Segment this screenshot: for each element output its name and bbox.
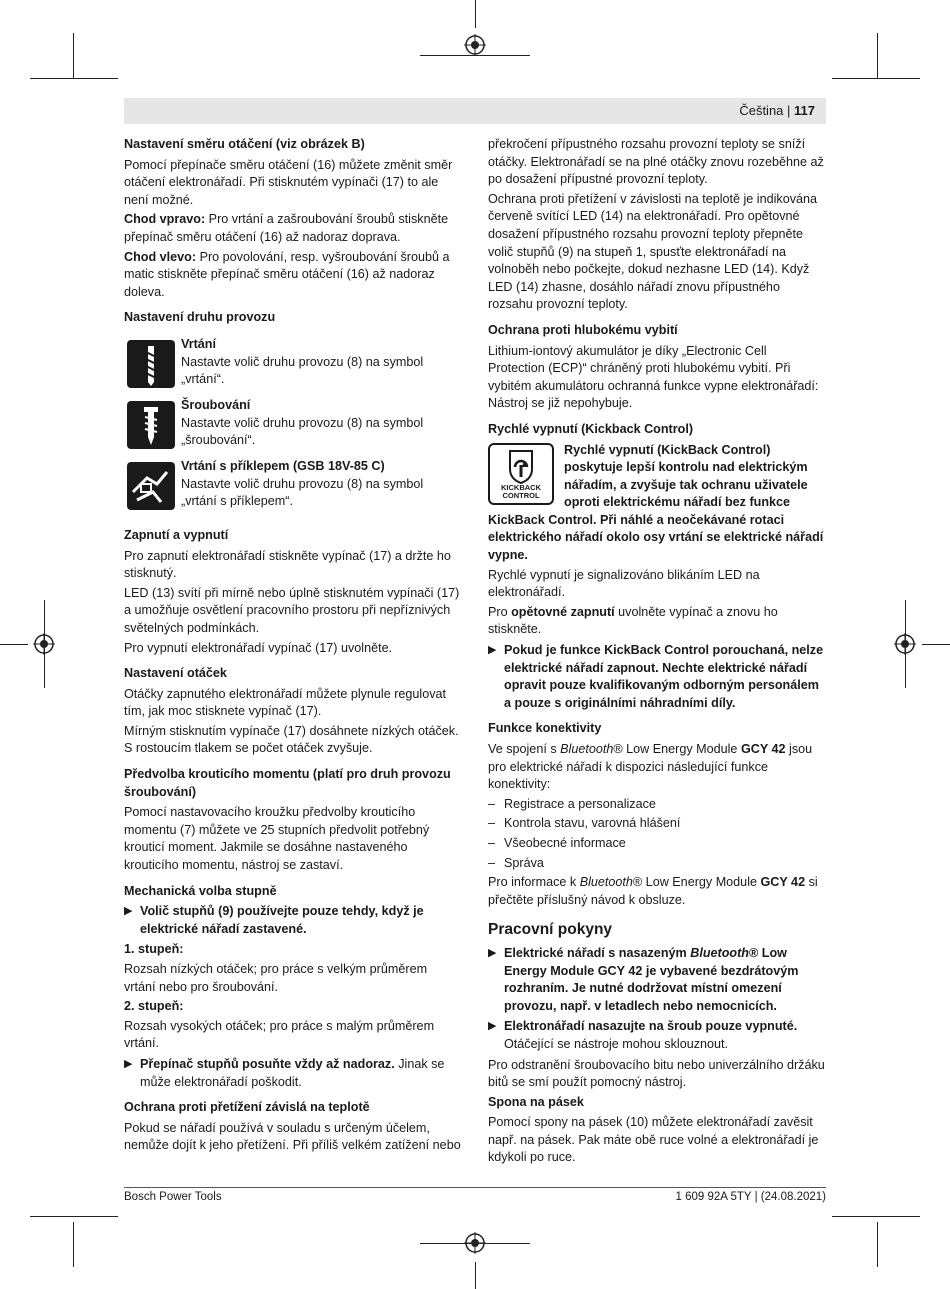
paragraph: Pro zapnutí elektronářadí stiskněte vypínač (17) a držte ho stisknutý. bbox=[124, 548, 451, 581]
paragraph bbox=[488, 741, 826, 794]
list-item-text: Kontrola stavu, varovná hlášení bbox=[504, 816, 681, 831]
mode-item bbox=[124, 336, 461, 397]
warning-text: Otáčející se nástroje mohou sklouznout. bbox=[504, 1036, 729, 1051]
bold-text: GCY 42 bbox=[760, 875, 806, 890]
mode-item bbox=[124, 397, 461, 458]
list-item: – Kontrola stavu, varovná hlášení bbox=[488, 815, 826, 833]
crop-mark bbox=[30, 1216, 118, 1217]
section-heading: Nastavení otáček bbox=[124, 666, 227, 681]
crop-mark bbox=[922, 644, 950, 645]
section-heading: Mechanická volba stupně bbox=[124, 883, 277, 898]
paragraph: Mírným stisknutím vypínače (17) dosáhnete nízkých otáček. S rostoucím tlakem se počet otáček zvyšuje. bbox=[124, 723, 459, 756]
list-item-text: Všeobecné informace bbox=[504, 835, 626, 850]
registration-mark-icon bbox=[464, 1232, 486, 1254]
kickback-shield-icon bbox=[490, 447, 552, 487]
paragraph: Pro vypnutí elektronářadí vypínač (17) uvolněte. bbox=[124, 640, 393, 655]
paragraph: překročení přípustného rozsahu provozní teploty se sníží otáčky. Elektronářadí se na plné otáčky znovu rozeběhne až po dosažení přípustné provozní teploty. bbox=[488, 137, 824, 187]
paragraph: Lithium-iontový akumulátor je díky „Electronic Cell Protection (ECP)“ chráněný proti hlubokému vybití. Při vybitém akumulátoru ochranná funkce vypne elektronářadí: Nástroj se již nepohybuje. bbox=[488, 343, 819, 411]
warning-text: Jinak se může elektronářadí poškodit. bbox=[140, 1056, 445, 1089]
list-item: – Správa bbox=[488, 855, 826, 873]
header-language: Čeština bbox=[739, 103, 784, 118]
mode-item bbox=[124, 458, 461, 519]
list-item-text: Registrace a personalizace bbox=[504, 796, 656, 811]
warning-item bbox=[124, 1056, 461, 1091]
section-heading: Ochrana proti hlubokému vybití bbox=[488, 322, 678, 337]
section-heading: Rychlé vypnutí (Kickback Control) bbox=[488, 421, 694, 436]
gear-label: 2. stupeň: bbox=[124, 999, 184, 1014]
footer-brand: Bosch Power Tools bbox=[124, 1191, 222, 1203]
list-item-text: Správa bbox=[504, 855, 544, 870]
mode-text: Nastavte volič druhu provozu (8) na symbol „šroubování“. bbox=[181, 415, 424, 448]
right-column bbox=[488, 136, 826, 1169]
label bbox=[124, 998, 461, 1016]
mode-text: Nastavte volič druhu provozu (8) na symbol „vrtání s příklepem“. bbox=[181, 476, 424, 509]
kickback-block bbox=[488, 442, 826, 567]
section-heading: Nastavení druhu provozu bbox=[124, 310, 276, 325]
section-heading: Zapnutí a vypnutí bbox=[124, 527, 229, 542]
mode-title: Vrtání bbox=[181, 336, 216, 351]
screw-icon bbox=[127, 401, 175, 449]
registration-mark-icon bbox=[464, 34, 486, 56]
warning-text: ® Low Energy Module GCY 42 je vybavené bezdrátovým rozhraním. Je nutné dodržovat místní omezení provozu, např. v letadlech nebo nemocnicích. bbox=[504, 945, 799, 1013]
arrow-right-icon: ▶ bbox=[488, 946, 497, 959]
mode-text: Nastavte volič druhu provozu (8) na symbol „vrtání“. bbox=[181, 354, 424, 387]
crop-mark bbox=[832, 78, 920, 79]
crop-mark bbox=[475, 0, 476, 28]
paragraph: Ochrana proti přetížení v závislosti na teplotě je indikována červeně svítící LED (14) na elektronářadí. Pro opětovné dosažení přípustného rozsahu provozní teploty přepněte volič stupňů (9) na stupeň 1, spusťte elektronářadí na volnoběh nebo počkejte, dokud nezhasne LED (14). Když LED (14) zhasne, dosáhlo nářadí znovu přípustného rozsahu provozní teploty. bbox=[488, 191, 818, 312]
bold-text: opětovné zapnutí bbox=[511, 604, 615, 619]
paragraph: Rychlé vypnutí je signalizováno blikáním LED na elektronářadí. bbox=[488, 567, 760, 600]
drill-bit-icon bbox=[127, 340, 175, 388]
mode-title: Vrtání s příklepem (GSB 18V-85 C) bbox=[181, 458, 385, 473]
paragraph bbox=[488, 604, 826, 639]
text: si přečtěte příslušný návod k obsluze. bbox=[488, 875, 818, 907]
text: Pro informace k bbox=[488, 875, 580, 890]
arrow-right-icon: ▶ bbox=[488, 644, 497, 657]
crop-mark bbox=[73, 1222, 74, 1267]
paragraph: Pomocí spony na pásek (10) můžete elektronářadí zavěsit např. na pásek. Pak máte obě ruce volné a elektronářadí je kdykoli po ruce. bbox=[488, 1115, 819, 1165]
crop-mark bbox=[30, 78, 118, 79]
paragraph: Otáčky zapnutého elektronářadí můžete plynule regulovat tím, jak moc stisknete vypínač (17). bbox=[124, 686, 447, 719]
section-heading: Ochrana proti přetížení závislá na teplotě bbox=[124, 1100, 370, 1115]
crop-mark bbox=[877, 1222, 878, 1267]
italic-text: Bluetooth bbox=[560, 742, 614, 756]
section-heading: Předvolba krouticího momentu (platí pro druh provozu šroubování) bbox=[124, 767, 451, 799]
text: jsou pro elektrické nářadí k dispozici následující funkce konektivity: bbox=[488, 742, 813, 792]
kickback-logo bbox=[488, 443, 554, 505]
registration-mark-icon bbox=[894, 633, 916, 655]
warning-text: Volič stupňů (9) používejte pouze tehdy, když je elektrické nářadí zastavené. bbox=[140, 904, 424, 936]
arrow-right-icon: ▶ bbox=[124, 905, 133, 918]
left-column bbox=[124, 136, 461, 1157]
kickback-logo-text: KICKBACK CONTROL bbox=[501, 482, 541, 500]
paragraph: Rozsah vysokých otáček; pro práce s malým průměrem vrtání. bbox=[124, 1018, 435, 1051]
warning-item bbox=[488, 642, 826, 712]
paragraph bbox=[488, 874, 826, 909]
text: Pro bbox=[488, 604, 512, 619]
paragraph: Pomocí nastavovacího kroužku předvolby krouticího momentu (7) můžete ve 25 stupních předvolit potřebný krouticí moment. Jakmile se dosáhne nastaveného krouticího momentu, nástroj se zastaví. bbox=[124, 805, 430, 873]
hammer-drill-icon bbox=[127, 462, 175, 510]
header-bar bbox=[124, 98, 826, 124]
list-item: – Registrace a personalizace bbox=[488, 796, 826, 814]
crop-mark bbox=[877, 33, 878, 78]
paragraph: Pokud se nářadí používá v souladu s určeným účelem, nemůže dojít k jeho přetížení. Při příliš velkém zatížení nebo bbox=[124, 1120, 461, 1153]
label: Chod vlevo: bbox=[124, 249, 197, 264]
text: Pro povolování, resp. vyšroubování šroubů a matic stiskněte přepínač směru otáčení (16) až nadoraz doleva. bbox=[124, 249, 450, 299]
warning-bold: Přepínač stupňů posuňte vždy až nadoraz. bbox=[140, 1056, 395, 1071]
arrow-right-icon: ▶ bbox=[488, 1020, 497, 1033]
paragraph: LED (13) svítí při mírně nebo úplně stisknutém vypínači (17) a umožňuje osvětlení pracovního prostoru při nepříznivých světelných podmínkách. bbox=[124, 585, 460, 635]
crop-mark bbox=[73, 33, 74, 78]
paragraph bbox=[124, 249, 461, 302]
text: Pro vrtání a zašroubování šroubů stiskněte přepínač směru otáčení (16) až nadoraz doprava. bbox=[124, 212, 449, 244]
bold-text: Rychlé vypnutí (KickBack Control) poskytuje lepší kontrolu nad elektrickým nářadím, a zvyšuje tak ochranu uživatele oproti elektrickému nářadí bez funkce KickBack Control. Při náhlé a neočekávané rotaci elektrického nářadí okolo osy vrtání se elektrické nářadí vypne. bbox=[488, 442, 824, 563]
footer-doc-number: 1 609 92A 5TY | (24.08.2021) bbox=[675, 1191, 826, 1203]
bold-text: GCY 42 bbox=[740, 742, 786, 756]
crop-mark bbox=[0, 644, 28, 645]
warning-item bbox=[488, 945, 826, 1015]
paragraph: Pomocí přepínače směru otáčení (16) můžete změnit směr otáčení elektronářadí. Při stisknutém vypínači (17) to ale není možné. bbox=[124, 157, 453, 207]
text: Ve spojení s bbox=[488, 742, 561, 756]
mode-title: Šroubování bbox=[181, 397, 251, 412]
section-heading: Spona na pásek bbox=[488, 1094, 584, 1109]
warning-text: Elektrické nářadí s nasazeným bbox=[504, 945, 691, 960]
page-number: 117 bbox=[794, 103, 815, 118]
crop-mark bbox=[475, 1262, 476, 1289]
gear-label: 1. stupeň: bbox=[124, 942, 184, 957]
footer-rule bbox=[124, 1187, 826, 1188]
section-heading-large: Pracovní pokyny bbox=[488, 921, 613, 939]
italic-text: Bluetooth bbox=[690, 945, 749, 960]
arrow-right-icon: ▶ bbox=[124, 1057, 133, 1070]
paragraph: Pro odstranění šroubovacího bitu nebo univerzálního držáku bitů se smí použít pomocný nástroj. bbox=[488, 1057, 825, 1090]
text: uvolněte vypínač a znovu ho stiskněte. bbox=[488, 604, 778, 637]
crop-mark bbox=[832, 1216, 920, 1217]
section-heading: Nastavení směru otáčení (viz obrázek B) bbox=[124, 137, 365, 151]
registration-mark-icon bbox=[33, 633, 55, 655]
label bbox=[124, 941, 461, 959]
warning-item bbox=[488, 1018, 826, 1053]
paragraph bbox=[124, 211, 461, 246]
warning-bold: Elektronářadí nasazujte na šroub pouze vypnuté. bbox=[504, 1019, 798, 1034]
page-header: Čeština | 117 bbox=[739, 103, 815, 118]
section-heading: Funkce konektivity bbox=[488, 721, 602, 736]
warning-text: Pokud je funkce KickBack Control porouchaná, nelze elektrické nářadí zapnout. Nechte elektrické nářadí opravit pouze kvalifikovaným odborným personálem a pouze s originálními náhradními díly. bbox=[504, 643, 824, 710]
warning-item bbox=[124, 903, 461, 938]
text: ® Low Energy Module bbox=[632, 875, 761, 890]
paragraph: Rozsah nízkých otáček; pro práce s velkým průměrem vrtání nebo pro šroubování. bbox=[124, 962, 428, 994]
text: ® Low Energy Module bbox=[613, 742, 741, 756]
italic-text: Bluetooth bbox=[579, 875, 633, 890]
list-item: – Všeobecné informace bbox=[488, 835, 826, 853]
label: Chod vpravo: bbox=[124, 212, 206, 227]
